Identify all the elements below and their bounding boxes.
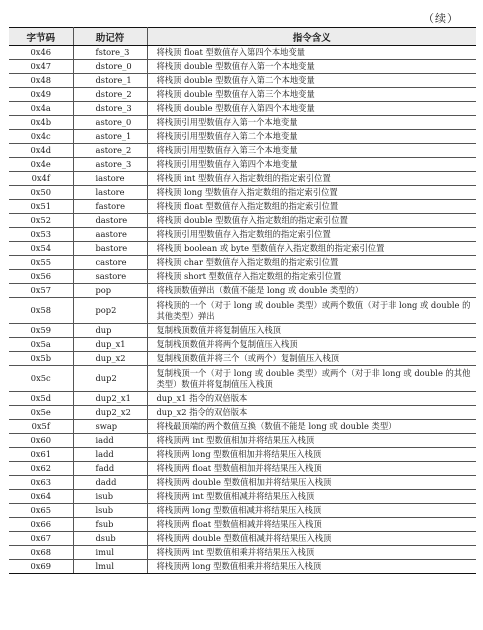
cell-meaning: 将栈顶两 int 型数值相减并将结果压入栈顶 (147, 490, 476, 504)
cell-meaning: 将栈顶 double 型数值存入指定数组的指定索引位置 (147, 214, 476, 228)
table-row (9, 270, 476, 284)
cell-mnemonic: lastore (73, 186, 147, 200)
table-row (9, 88, 476, 102)
cell-code: 0x5c (9, 366, 73, 392)
table-row (9, 256, 476, 270)
cell-meaning: 将栈顶引用型数值存入指定数组的指定索引位置 (147, 228, 476, 242)
cell-code: 0x51 (9, 200, 73, 214)
cell-meaning: 复制栈顶数值并将复制值压入栈顶 (147, 324, 476, 338)
cell-mnemonic: isub (73, 490, 147, 504)
cell-meaning: 将栈顶两 long 型数值相减并将结果压入栈顶 (147, 504, 476, 518)
cell-meaning: 将栈顶引用型数值存入第二个本地变量 (147, 130, 476, 144)
table-row (9, 228, 476, 242)
cell-mnemonic: astore_2 (73, 144, 147, 158)
table-row (9, 130, 476, 144)
table-row (9, 338, 476, 352)
cell-meaning: 将栈顶两 long 型数值相乘并将结果压入栈顶 (147, 560, 476, 574)
cell-code: 0x61 (9, 448, 73, 462)
cell-mnemonic: astore_3 (73, 158, 147, 172)
cell-mnemonic: lmul (73, 560, 147, 574)
cell-meaning: 将栈顶两 long 型数值相加并将结果压入栈顶 (147, 448, 476, 462)
cell-code: 0x63 (9, 476, 73, 490)
cell-meaning: 将栈顶两 float 型数值相加并将结果压入栈顶 (147, 462, 476, 476)
cell-code: 0x56 (9, 270, 73, 284)
cell-code: 0x5a (9, 338, 73, 352)
cell-code: 0x5e (9, 406, 73, 420)
cell-code: 0x50 (9, 186, 73, 200)
table-row (9, 434, 476, 448)
table-row (9, 144, 476, 158)
cell-meaning: 将栈顶 double 型数值存入第四个本地变量 (147, 102, 476, 116)
cell-mnemonic: dstore_1 (73, 74, 147, 88)
cell-meaning: 将栈顶 int 型数值存入指定数组的指定索引位置 (147, 172, 476, 186)
cell-mnemonic: dup2 (73, 366, 147, 392)
table-row (9, 448, 476, 462)
cell-meaning: 将栈顶两 int 型数值相乘并将结果压入栈顶 (147, 546, 476, 560)
cell-mnemonic: dadd (73, 476, 147, 490)
cell-code: 0x4f (9, 172, 73, 186)
cell-code: 0x5b (9, 352, 73, 366)
cell-mnemonic: dup_x2 (73, 352, 147, 366)
table-body (9, 46, 476, 574)
table-row (9, 462, 476, 476)
cell-meaning: 将栈顶 char 型数值存入指定数组的指定索引位置 (147, 256, 476, 270)
cell-mnemonic: dstore_0 (73, 60, 147, 74)
table-row (9, 284, 476, 298)
cell-meaning: 将栈顶 float 型数值存入第四个本地变量 (147, 46, 476, 60)
table-row (9, 532, 476, 546)
cell-mnemonic: dsub (73, 532, 147, 546)
cell-mnemonic: dstore_2 (73, 88, 147, 102)
cell-code: 0x4e (9, 158, 73, 172)
table-row (9, 476, 476, 490)
cell-code: 0x5f (9, 420, 73, 434)
cell-meaning: 将栈顶两 int 型数值相加并将结果压入栈顶 (147, 434, 476, 448)
cell-code: 0x67 (9, 532, 73, 546)
cell-code: 0x65 (9, 504, 73, 518)
cell-mnemonic: fastore (73, 200, 147, 214)
table-row (9, 186, 476, 200)
cell-meaning: 将栈顶的一个（对于 long 或 double 类型）或两个数值（对于非 long 或 double 的其他类型）弹出 (147, 298, 476, 324)
cell-mnemonic: imul (73, 546, 147, 560)
cell-meaning: 将栈最顶端的两个数值互换（数值不能是 long 或 double 类型） (147, 420, 476, 434)
cell-mnemonic: lsub (73, 504, 147, 518)
header-meaning: 指令含义 (147, 28, 476, 46)
cell-mnemonic: castore (73, 256, 147, 270)
cell-mnemonic: bastore (73, 242, 147, 256)
cell-code: 0x69 (9, 560, 73, 574)
table-row (9, 200, 476, 214)
cell-mnemonic: sastore (73, 270, 147, 284)
table-row (9, 546, 476, 560)
table-row (9, 420, 476, 434)
cell-mnemonic: dup2_x1 (73, 392, 147, 406)
cell-code: 0x68 (9, 546, 73, 560)
cell-code: 0x52 (9, 214, 73, 228)
bytecode-table (9, 27, 476, 574)
table-row (9, 158, 476, 172)
cell-meaning: 将栈顶 float 型数值存入指定数组的指定索引位置 (147, 200, 476, 214)
cell-meaning: 复制栈顶数值并将两个复制值压入栈顶 (147, 338, 476, 352)
cell-mnemonic: fsub (73, 518, 147, 532)
table-row (9, 406, 476, 420)
cell-meaning: 将栈顶引用型数值存入第三个本地变量 (147, 144, 476, 158)
cell-mnemonic: dup_x1 (73, 338, 147, 352)
table-row (9, 102, 476, 116)
table-row (9, 74, 476, 88)
table-row (9, 490, 476, 504)
table-row (9, 504, 476, 518)
cell-code: 0x4d (9, 144, 73, 158)
cell-code: 0x54 (9, 242, 73, 256)
cell-mnemonic: astore_0 (73, 116, 147, 130)
cell-code: 0x5d (9, 392, 73, 406)
cell-meaning: 将栈顶 double 型数值存入第三个本地变量 (147, 88, 476, 102)
cell-mnemonic: astore_1 (73, 130, 147, 144)
cell-meaning: dup_x2 指令的双倍版本 (147, 406, 476, 420)
table-row (9, 518, 476, 532)
cell-meaning: 将栈顶两 float 型数值相减并将结果压入栈顶 (147, 518, 476, 532)
cell-meaning: 复制栈顶数值并将三个（或两个）复制值压入栈顶 (147, 352, 476, 366)
cell-code: 0x62 (9, 462, 73, 476)
cell-meaning: 将栈顶引用型数值存入第一个本地变量 (147, 116, 476, 130)
table-row (9, 298, 476, 324)
table-row (9, 46, 476, 60)
cell-code: 0x64 (9, 490, 73, 504)
cell-meaning: 复制栈顶一个（对于 long 或 double 类型）或两个（对于非 long 或 double 的其他类型）数值并将复制值压入栈顶 (147, 366, 476, 392)
cell-mnemonic: aastore (73, 228, 147, 242)
cell-code: 0x4a (9, 102, 73, 116)
cell-meaning: 将栈顶 long 型数值存入指定数组的指定索引位置 (147, 186, 476, 200)
table-row (9, 242, 476, 256)
cell-mnemonic: iadd (73, 434, 147, 448)
cell-mnemonic: pop (73, 284, 147, 298)
cell-meaning: 将栈顶 short 型数值存入指定数组的指定索引位置 (147, 270, 476, 284)
cell-mnemonic: dstore_3 (73, 102, 147, 116)
table-row (9, 324, 476, 338)
cell-meaning: 将栈顶 double 型数值存入第二个本地变量 (147, 74, 476, 88)
table-row (9, 366, 476, 392)
cell-meaning: 将栈顶引用型数值存入第四个本地变量 (147, 158, 476, 172)
cell-meaning: 将栈顶两 double 型数值相加并将结果压入栈顶 (147, 476, 476, 490)
cell-code: 0x66 (9, 518, 73, 532)
table-row (9, 392, 476, 406)
cell-mnemonic: fadd (73, 462, 147, 476)
cell-meaning: 将栈顶两 double 型数值相减并将结果压入栈顶 (147, 532, 476, 546)
cell-mnemonic: iastore (73, 172, 147, 186)
cell-mnemonic: swap (73, 420, 147, 434)
table-row (9, 214, 476, 228)
cell-code: 0x47 (9, 60, 73, 74)
header-mnemonic: 助记符 (73, 28, 147, 46)
continued-label: （续） (423, 12, 459, 25)
cell-code: 0x53 (9, 228, 73, 242)
table-row (9, 60, 476, 74)
cell-code: 0x49 (9, 88, 73, 102)
cell-mnemonic: dup (73, 324, 147, 338)
cell-code: 0x55 (9, 256, 73, 270)
cell-code: 0x46 (9, 46, 73, 60)
cell-code: 0x4c (9, 130, 73, 144)
cell-code: 0x57 (9, 284, 73, 298)
table-row (9, 352, 476, 366)
table-row (9, 560, 476, 574)
header-code: 字节码 (9, 28, 73, 46)
table-row (9, 116, 476, 130)
cell-code: 0x58 (9, 298, 73, 324)
cell-meaning: 将栈顶 double 型数值存入第一个本地变量 (147, 60, 476, 74)
cell-mnemonic: dastore (73, 214, 147, 228)
cell-code: 0x59 (9, 324, 73, 338)
cell-mnemonic: ladd (73, 448, 147, 462)
cell-code: 0x60 (9, 434, 73, 448)
cell-meaning: 将栈顶数值弹出（数值不能是 long 或 double 类型的） (147, 284, 476, 298)
cell-code: 0x48 (9, 74, 73, 88)
cell-meaning: 将栈顶 boolean 或 byte 型数值存入指定数组的指定索引位置 (147, 242, 476, 256)
table-header (9, 28, 476, 46)
cell-mnemonic: dup2_x2 (73, 406, 147, 420)
cell-mnemonic: fstore_3 (73, 46, 147, 60)
cell-meaning: dup_x1 指令的双倍版本 (147, 392, 476, 406)
table-row (9, 172, 476, 186)
cell-mnemonic: pop2 (73, 298, 147, 324)
cell-code: 0x4b (9, 116, 73, 130)
